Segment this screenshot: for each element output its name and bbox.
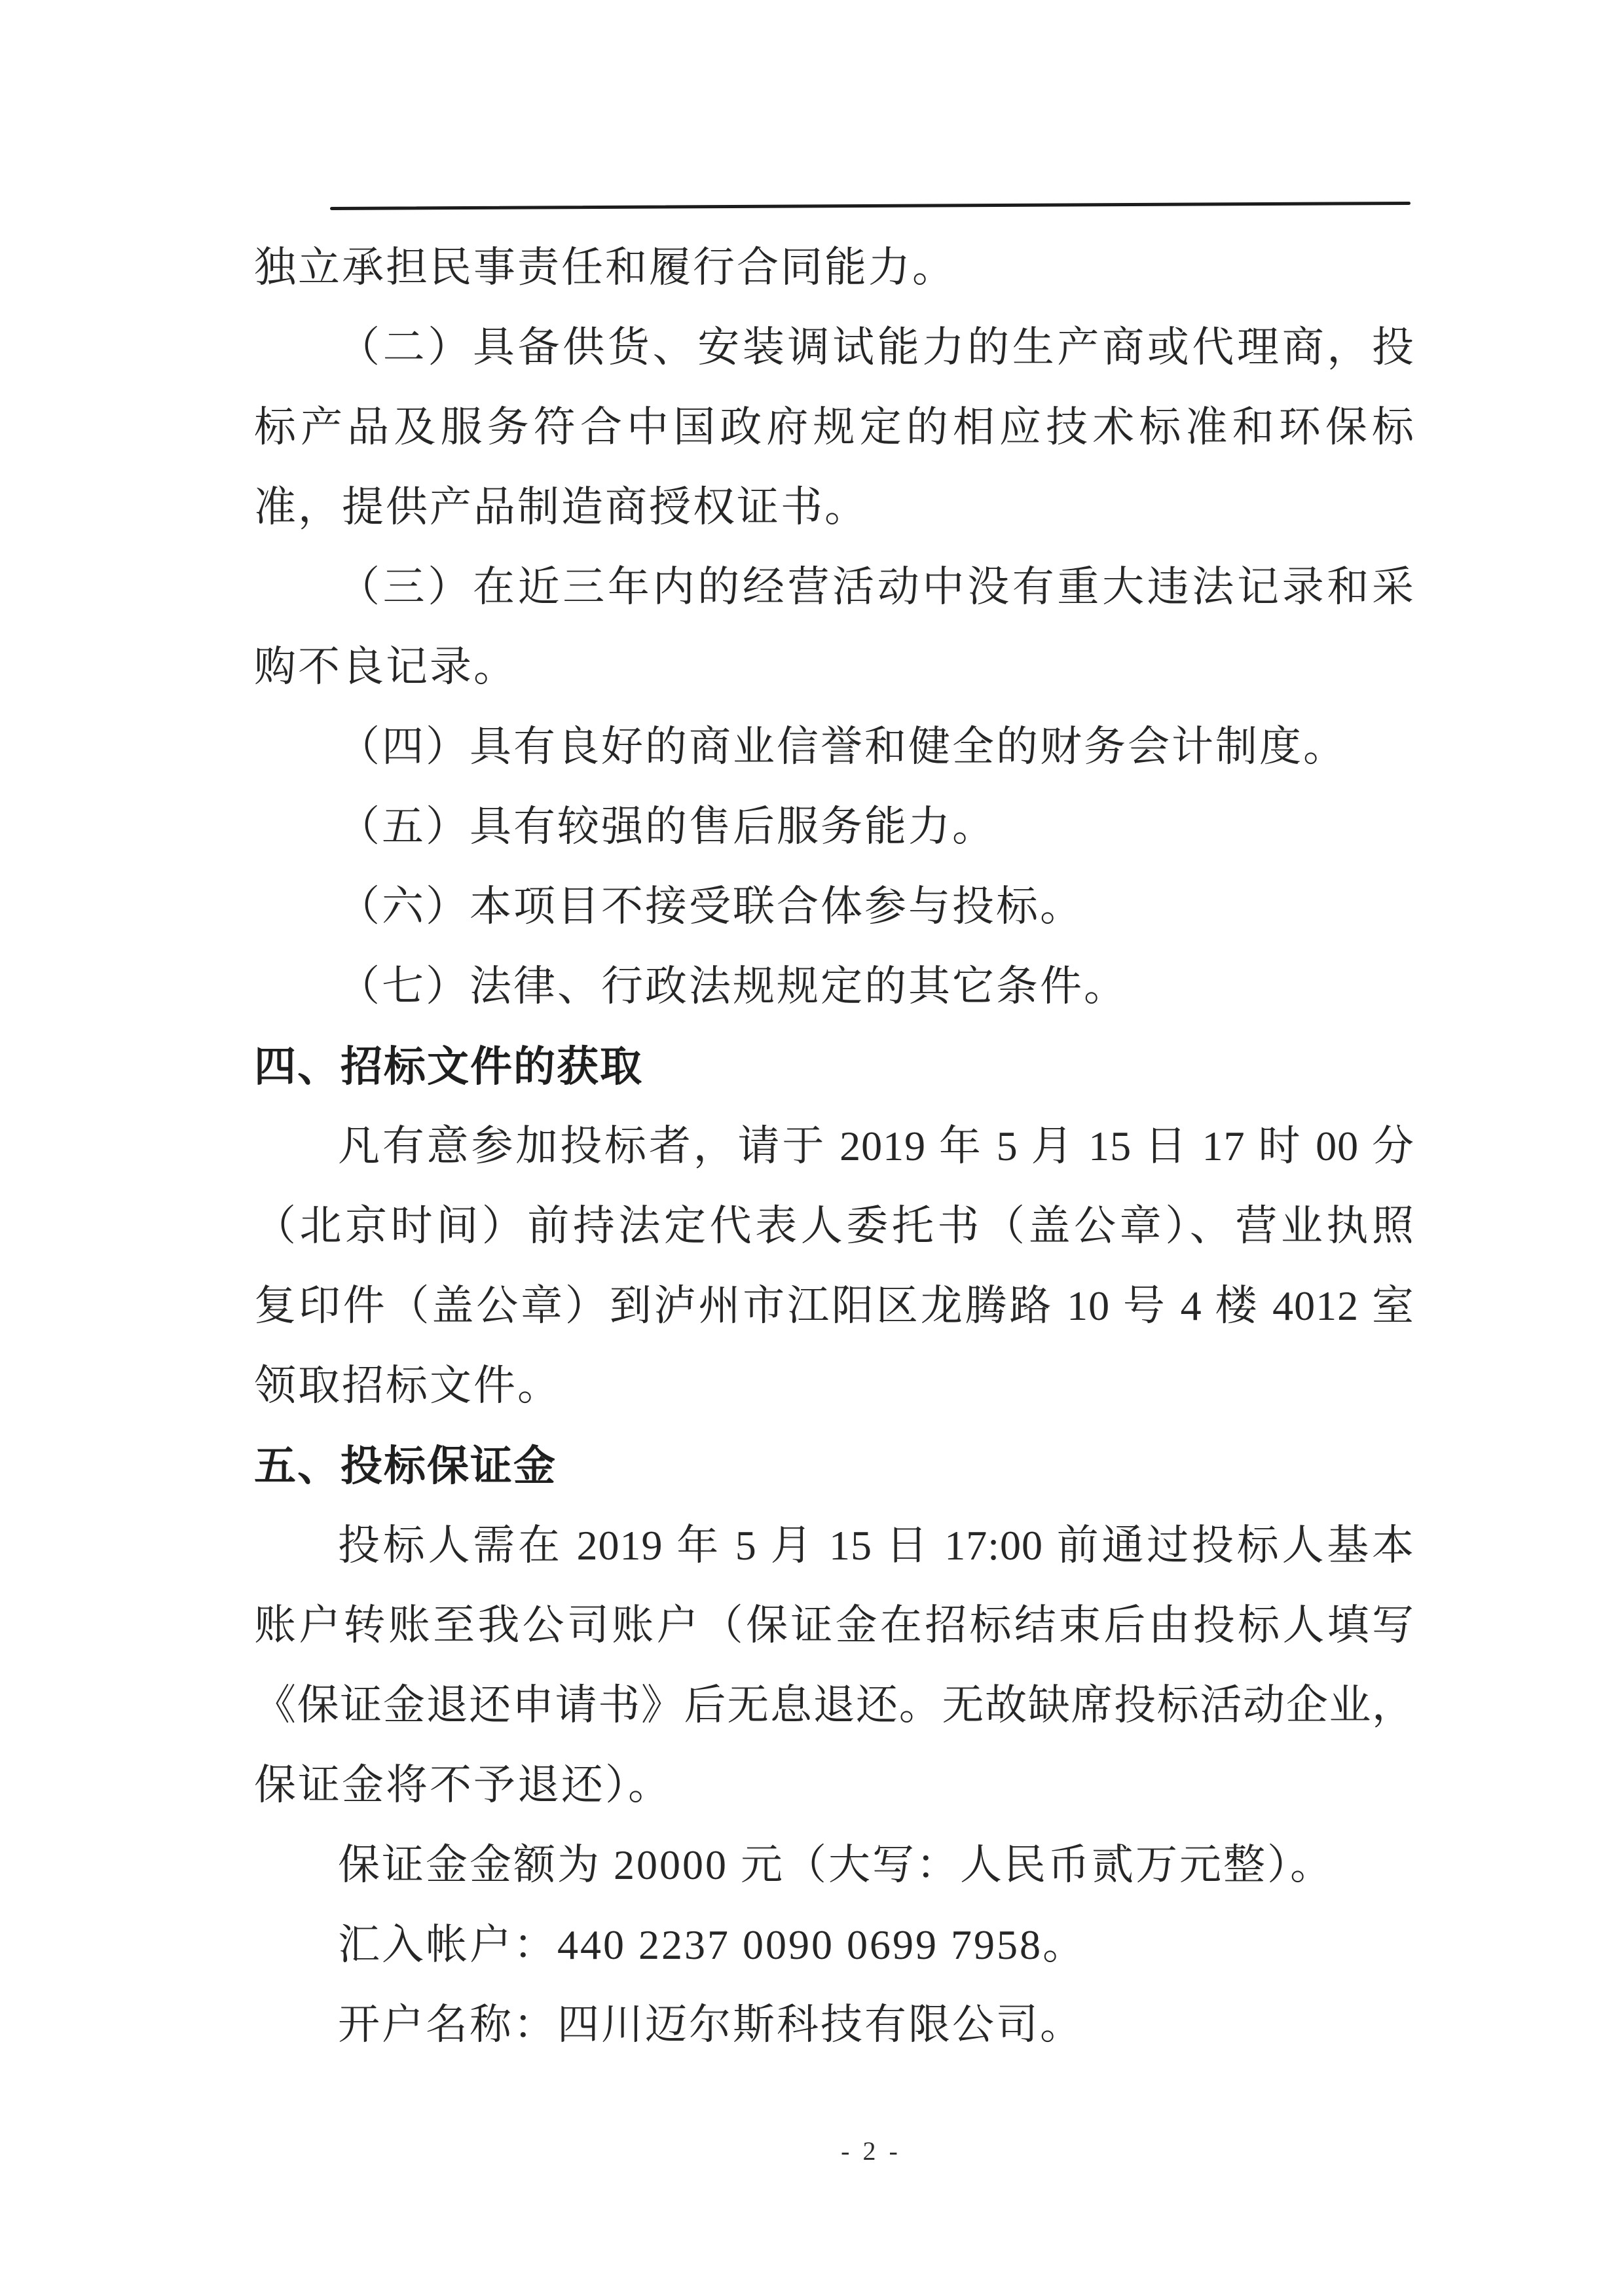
text-line: 复印件（盖公章）到泸州市江阳区龙腾路 10 号 4 楼 4012 室	[254, 1283, 1414, 1329]
text-line: （七）法律、行政法规规定的其它条件。	[338, 963, 1128, 1010]
text-line: 汇入帐户：440 2237 0090 0699 7958。	[338, 1922, 1086, 1968]
page-number: - 2 -	[841, 2136, 901, 2166]
text-line: （六）本项目不接受联合体参与投标。	[338, 883, 1084, 930]
section-heading: 四、招标文件的获取	[254, 1043, 643, 1090]
text-line: 投标人需在 2019 年 5 月 15 日 17:00 前通过投标人基本	[338, 1522, 1414, 1569]
text-line: （四）具有良好的商业信誉和健全的财务会计制度。	[338, 723, 1347, 770]
header-rule	[330, 202, 1411, 210]
text-line: 领取招标文件。	[254, 1362, 561, 1409]
document-body	[254, 228, 1414, 2065]
text-line: 开户名称：四川迈尔斯科技有限公司。	[338, 2001, 1084, 2048]
text-line: 凡有意参加投标者，请于 2019 年 5 月 15 日 17 时 00 分	[338, 1123, 1414, 1169]
text-line: 《保证金退还申请书》后无息退还。无故缺席投标活动企业，	[254, 1682, 1414, 1728]
text-line: （三）在近三年内的经营活动中没有重大违法记录和采	[338, 564, 1414, 610]
text-line: 保证金金额为 20000 元（大写：人民币贰万元整）。	[338, 1842, 1334, 1888]
text-line: 保证金将不予退还）。	[254, 1762, 672, 1808]
text-line: 购不良记录。	[254, 644, 517, 690]
text-line: 标产品及服务符合中国政府规定的相应技术标准和环保标	[254, 404, 1414, 450]
text-line: （二）具备供货、安装调试能力的生产商或代理商，投	[338, 324, 1414, 371]
text-line: 独立承担民事责任和履行合同能力。	[254, 244, 956, 291]
text-line: （五）具有较强的售后服务能力。	[338, 803, 996, 850]
text-line: 账户转账至我公司账户（保证金在招标结束后由投标人填写	[254, 1602, 1414, 1649]
text-line: （北京时间）前持法定代表人委托书（盖公章）、营业执照	[254, 1203, 1414, 1249]
section-heading: 五、投标保证金	[254, 1442, 557, 1489]
text-line: 准，提供产品制造商授权证书。	[254, 484, 868, 530]
